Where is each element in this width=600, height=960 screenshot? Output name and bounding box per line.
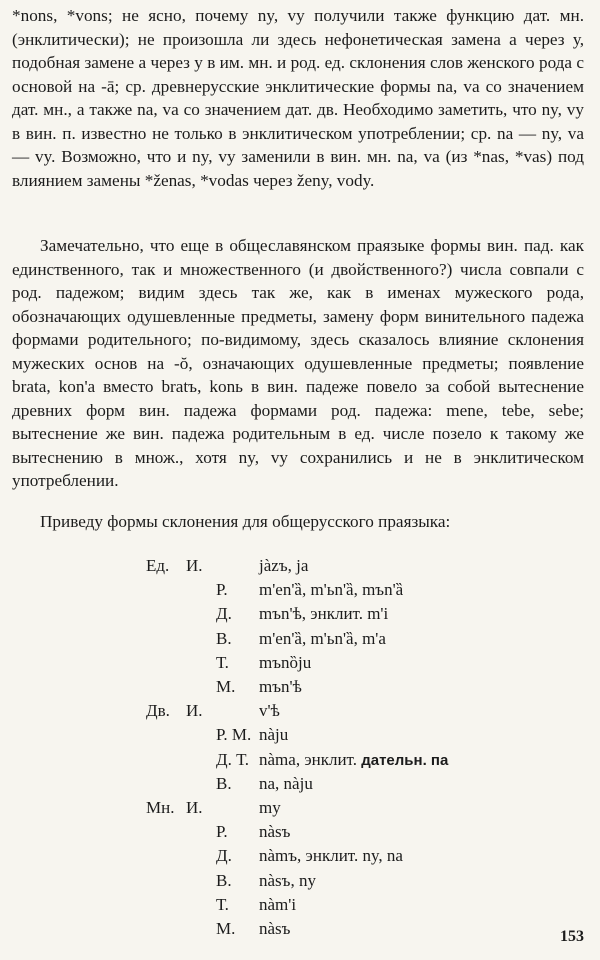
declension-row — [0, 578, 600, 602]
case-label-indented: Д. Т. — [216, 749, 250, 769]
word-forms-text: nàma, энклит. — [259, 749, 357, 769]
declension-row — [0, 675, 600, 699]
word-forms: nàsъ — [259, 919, 291, 938]
case-label-indented: Д. — [216, 604, 232, 624]
word-forms: v'ѣ — [259, 701, 280, 721]
declension-row — [0, 699, 600, 723]
word-forms: mъn'ѣ, энклит. m'i — [259, 604, 389, 624]
case-label: И. — [186, 556, 203, 575]
case-label-indented: М. — [216, 919, 236, 938]
paragraph-intro-table: Приведу формы склонения для общерусского праязыка: — [40, 512, 451, 531]
word-forms: mъn'ѣ — [259, 677, 302, 696]
word-forms: nàm'i — [259, 894, 297, 914]
case-label-indented: Т. — [216, 652, 229, 672]
case-label-indented: В. — [216, 773, 232, 793]
declension-row — [0, 844, 600, 868]
case-label-indented: Р. М. — [216, 725, 252, 745]
case-label: И. — [186, 701, 203, 721]
declension-row — [0, 627, 600, 651]
paragraph-1: *nons, *vons; не ясно, почему ny, vy получили также функцию дат. мн. (энклитически); не произошла ли здесь нефонетическая замена а через у, подобная замене а через у в им. мн. и род. ед. склонения слов женского рода с основой на -ā; ср. древнерусские энклитические формы na, va со значением дат. мн., а также na, va со значением дат. дв. Необходимо заметить, что ny, vy в вин. п. известно не только в энклитическом употреблении; ср. na — ny, va — vy. Возможно, что и ny, vy заменили в вин. мн. na, va (из *nas, *vas) под влиянием замены *ženas, *vodas через ženy, vody. — [12, 6, 584, 190]
word-forms: mъnȍju — [259, 652, 312, 672]
word-forms: nàsъ, ny — [259, 870, 316, 890]
declension-row — [0, 651, 600, 675]
word-forms: jàzъ, ja — [259, 556, 309, 575]
word-forms: nàmъ, энклит. ny, na — [259, 846, 403, 866]
declension-row — [0, 917, 600, 941]
case-label: И. — [186, 798, 203, 817]
grammatical-number: Мн. — [146, 798, 175, 817]
word-forms: my — [259, 798, 281, 817]
declension-row — [0, 820, 600, 844]
declension-row — [0, 869, 600, 893]
word-forms: m'en'ȁ, m'ьn'ȁ, mъn'ȁ — [259, 580, 404, 600]
declension-row — [0, 893, 600, 917]
grammatical-number: Ед. — [146, 556, 170, 575]
declension-row — [0, 554, 600, 578]
case-label-indented: В. — [216, 628, 232, 648]
declension-row — [0, 772, 600, 796]
word-forms-note: дательн. па — [361, 751, 449, 769]
grammatical-number: Дв. — [146, 701, 170, 721]
word-forms — [259, 748, 448, 773]
declension-row — [0, 796, 600, 820]
page-number: 153 — [560, 928, 584, 945]
paragraph-2: Замечательно, что еще в общеславянском праязыке формы вин. пад. как единственного, так и множественного (и двойственного?) числа совпали с род. падежом; видим здесь так же, как в именах мужеского рода, обозначающих одушевленные предметы, замену форм винительного падежа формами родительного; по-видимому, здесь сказалось влияние склонения мужеских основ на -ŏ, означающих одушевленные предметы; появление brata, kon'a вместо bratъ, konь в вин. падеже повело за собой вытеснение древних форм вин. падежа формами род. падежа: mene, tebe, sebe; вытеснение же вин. падежа родительным в ед. числе позело к такому же вытеснению в множ., хотя ny, vy сохранились и не в энклитическом употреблении. — [12, 236, 584, 490]
case-label-indented: Т. — [216, 894, 229, 914]
case-label-indented: М. — [216, 677, 236, 696]
word-forms: nàsъ — [259, 822, 291, 842]
declension-row — [0, 602, 600, 626]
word-forms: na, nàju — [259, 773, 313, 793]
case-label-indented: Р. — [216, 580, 228, 600]
case-label-indented: Р. — [216, 822, 228, 842]
word-forms: m'en'ȁ, m'ьn'ȁ, m'a — [259, 628, 386, 648]
word-forms: nàju — [259, 725, 289, 745]
case-label-indented: Д. — [216, 846, 232, 866]
declension-row — [0, 748, 600, 772]
case-label-indented: В. — [216, 870, 232, 890]
declension-row — [0, 723, 600, 747]
